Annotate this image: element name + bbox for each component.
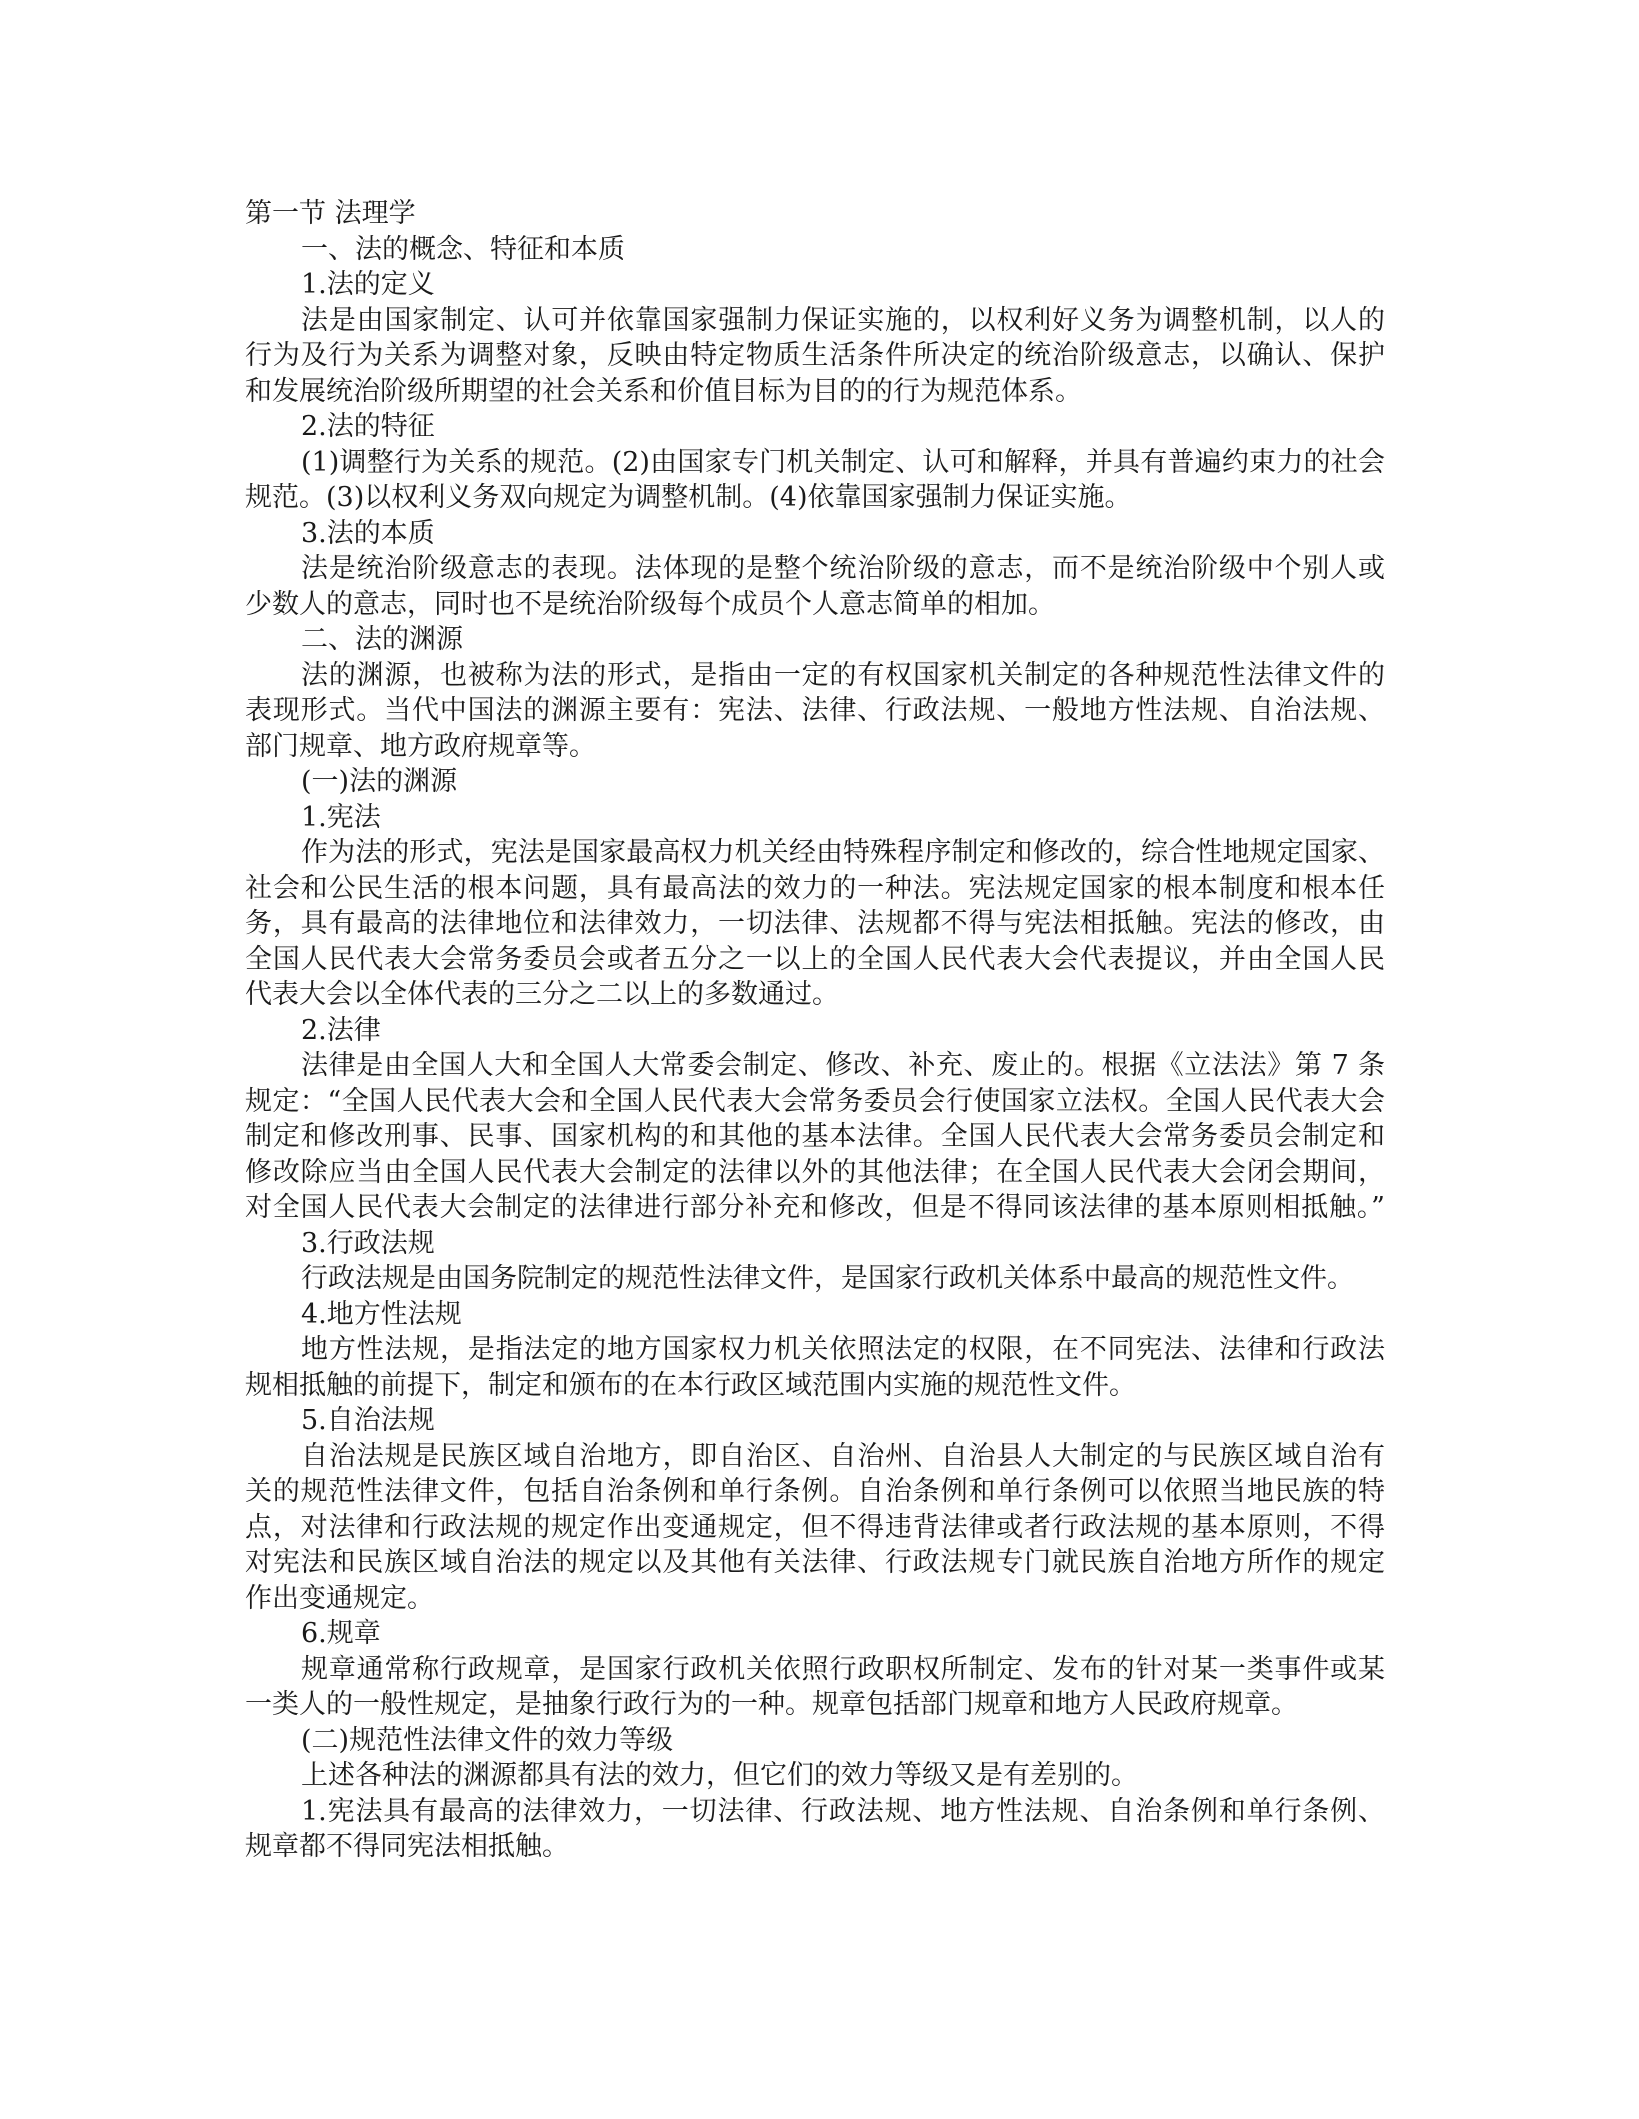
- heading: 二、法的渊源: [301, 624, 463, 655]
- paragraph-line: 对全国人民代表大会制定的法律进行部分补充和修改，但是不得同该法律的基本原则相抵触。”: [245, 1192, 1385, 1223]
- document-body: [245, 196, 1385, 1865]
- paragraph-line: 制定和修改刑事、民事、国家机构的和其他的基本法律。全国人民代表大会常务委员会制定和: [245, 1121, 1385, 1152]
- paragraph-line: 部门规章、地方政府规章等。: [245, 730, 596, 762]
- subheading: 2.法律: [301, 1014, 381, 1046]
- paragraph-line: 规章都不得同宪法相抵触。: [245, 1831, 569, 1862]
- subheading: 4.地方性法规: [301, 1298, 462, 1330]
- paragraph-line: 法是由国家制定、认可并依靠国家强制力保证实施的，以权利好义务为调整机制，以人的: [301, 304, 1385, 336]
- paragraph-line: 少数人的意志，同时也不是统治阶级每个成员个人意志简单的相加。: [245, 588, 1055, 620]
- paragraph-line: 和发展统治阶级所期望的社会关系和价值目标为目的的行为规范体系。: [245, 375, 1082, 407]
- paragraph-line: 点，对法律和行政法规的规定作出变通规定，但不得违背法律或者行政法规的基本原则，不得: [245, 1511, 1385, 1543]
- paragraph-line: 对宪法和民族区域自治法的规定以及其他有关法律、行政法规专门就民族自治地方所作的规定: [245, 1547, 1385, 1578]
- heading: 一、法的概念、特征和本质: [301, 233, 625, 265]
- paragraph-line: 上述各种法的渊源都具有法的效力，但它们的效力等级又是有差别的。: [301, 1760, 1138, 1791]
- paragraph-line: 修改除应当由全国人民代表大会制定的法律以外的其他法律；在全国人民代表大会闭会期间，: [245, 1156, 1385, 1188]
- section-title: 第一节 法理学: [245, 198, 416, 229]
- paragraph-line: 法是统治阶级意志的表现。法体现的是整个统治阶级的意志，而不是统治阶级中个别人或: [301, 553, 1385, 584]
- paragraph-line: 作为法的形式，宪法是国家最高权力机关经由特殊程序制定和修改的，综合性地规定国家、: [301, 837, 1385, 868]
- subheading: 1.法的定义: [301, 269, 435, 300]
- paragraph-line: 代表大会以全体代表的三分之二以上的多数通过。: [245, 979, 839, 1010]
- paragraph-line: 规范。(3)以权利义务双向规定为调整机制。(4)依靠国家强制力保证实施。: [245, 482, 1132, 513]
- subheading: 1.宪法: [301, 801, 381, 833]
- paragraph-line: 自治法规是民族区域自治地方，即自治区、自治州、自治县人大制定的与民族区域自治有: [301, 1440, 1385, 1472]
- subheading: (一)法的渊源: [301, 766, 458, 797]
- paragraph-line: 1.宪法具有最高的法律效力，一切法律、行政法规、地方性法规、自治条例和单行条例、: [301, 1795, 1385, 1827]
- paragraph-line: 社会和公民生活的根本问题，具有最高法的效力的一种法。宪法规定国家的根本制度和根本任: [245, 872, 1385, 904]
- paragraph-line: 地方性法规，是指法定的地方国家权力机关依照法定的权限，在不同宪法、法律和行政法: [301, 1334, 1385, 1365]
- subheading: 3.法的本质: [301, 517, 435, 549]
- subheading: 5.自治法规: [301, 1405, 435, 1436]
- paragraph-line: 作出变通规定。: [245, 1582, 434, 1614]
- paragraph-line: 规相抵触的前提下，制定和颁布的在本行政区域范围内实施的规范性文件。: [245, 1369, 1136, 1401]
- subheading: 6.规章: [301, 1618, 381, 1649]
- paragraph-line: 务，具有最高的法律地位和法律效力，一切法律、法规都不得与宪法相抵触。宪法的修改，由: [245, 908, 1385, 939]
- paragraph-line: 行为及行为关系为调整对象，反映由特定物质生活条件所决定的统治阶级意志，以确认、保护: [245, 340, 1385, 371]
- paragraph-line: 关的规范性法律文件，包括自治条例和单行条例。自治条例和单行条例可以依照当地民族的特: [245, 1476, 1385, 1507]
- paragraph-line: (1)调整行为关系的规范。(2)由国家专门机关制定、认可和解释，并具有普遍约束力的社会: [301, 446, 1385, 478]
- paragraph-line: 规章通常称行政规章，是国家行政机关依照行政职权所制定、发布的针对某一类事件或某: [301, 1653, 1385, 1685]
- paragraph-line: 法律是由全国人大和全国人大常委会制定、修改、补充、废止的。根据《立法法》第 7 条: [301, 1050, 1385, 1081]
- paragraph-line: 全国人民代表大会常务委员会或者五分之一以上的全国人民代表大会代表提议，并由全国人民: [245, 943, 1385, 975]
- paragraph-line: 表现形式。当代中国法的渊源主要有：宪法、法律、行政法规、一般地方性法规、自治法规、: [245, 695, 1385, 726]
- subheading: 2.法的特征: [301, 411, 435, 442]
- subheading: (二)规范性法律文件的效力等级: [301, 1724, 674, 1756]
- paragraph-line: 法的渊源，也被称为法的形式，是指由一定的有权国家机关制定的各种规范性法律文件的: [301, 659, 1385, 691]
- paragraph-line: 规定：“全国人民代表大会和全国人民代表大会常务委员会行使国家立法权。全国人民代表大会: [245, 1085, 1385, 1117]
- paragraph-line: 一类人的一般性规定，是抽象行政行为的一种。规章包括部门规章和地方人民政府规章。: [245, 1689, 1298, 1720]
- subheading: 3.行政法规: [301, 1227, 435, 1259]
- paragraph-line: 行政法规是由国务院制定的规范性法律文件，是国家行政机关体系中最高的规范性文件。: [301, 1263, 1354, 1294]
